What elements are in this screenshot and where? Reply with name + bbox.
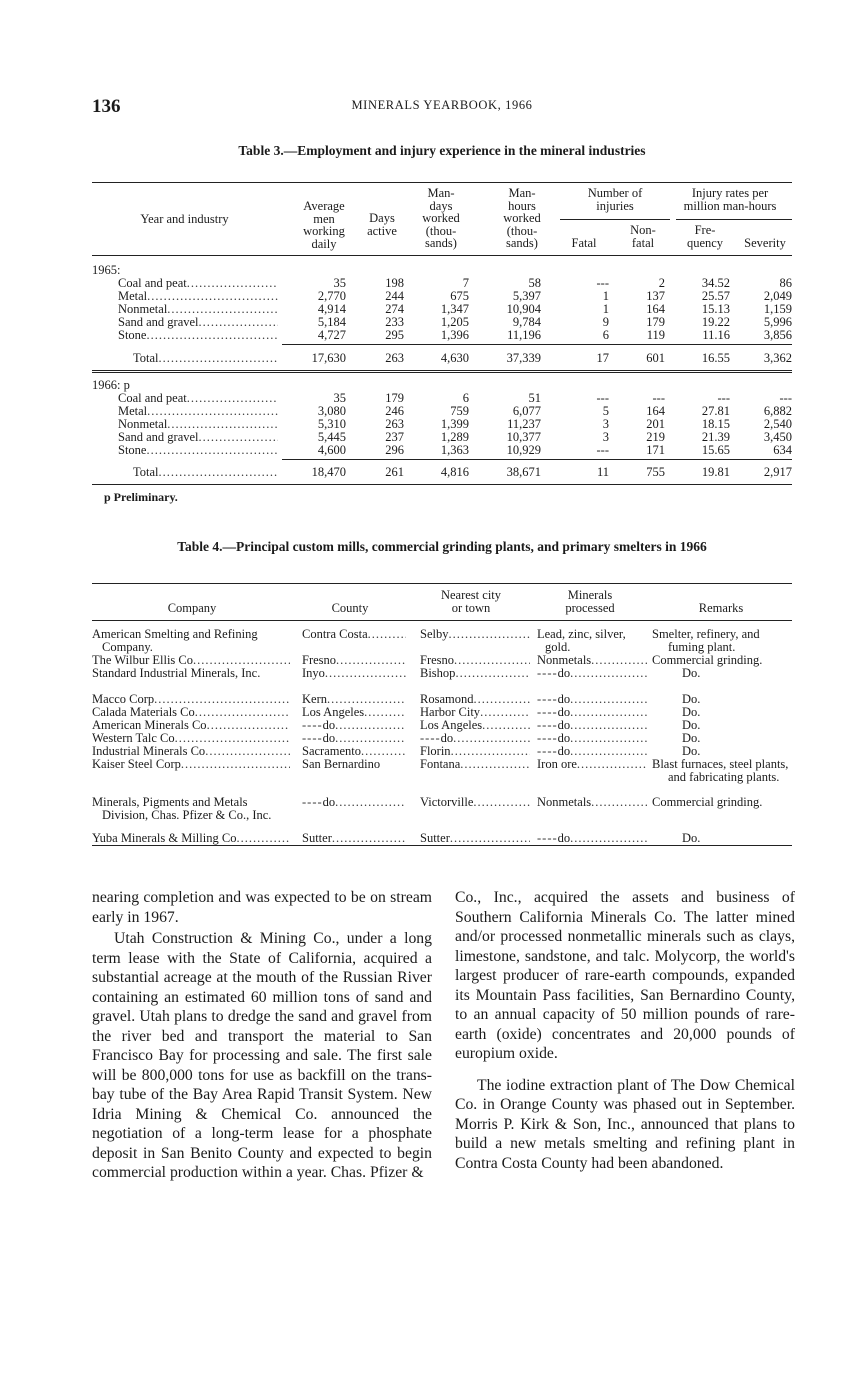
section-year: 1966: p bbox=[92, 378, 130, 392]
table-cell: 601 bbox=[646, 351, 665, 365]
table-cell: 675 bbox=[450, 289, 469, 303]
table-cell: 2,917 bbox=[763, 465, 792, 479]
remarks-cell: Commercial grinding. bbox=[652, 653, 763, 667]
page-number: 136 bbox=[92, 96, 121, 117]
table-cell: 11,196 bbox=[507, 328, 541, 342]
table-cell: 198 bbox=[385, 276, 404, 290]
row-label: Coal and peat ..... bbox=[118, 277, 278, 290]
county-cell: ----do ..... bbox=[302, 719, 406, 732]
city-cell: Bishop ..... bbox=[420, 667, 530, 680]
table-cell: 4,630 bbox=[440, 351, 469, 365]
minerals-cell: ----do ..... bbox=[537, 667, 647, 680]
table-cell: 164 bbox=[646, 302, 665, 316]
section-divider-rule bbox=[92, 370, 792, 373]
county-cell: Los Angeles ..... bbox=[302, 706, 406, 719]
total-rule bbox=[282, 459, 792, 460]
header-days-active: Days active bbox=[367, 211, 397, 238]
table-cell: 274 bbox=[385, 302, 404, 316]
table-cell: 18.15 bbox=[701, 417, 730, 431]
table-cell: --- bbox=[779, 391, 792, 405]
table-cell: 16.55 bbox=[701, 351, 730, 365]
table-cell: 5,445 bbox=[317, 430, 346, 444]
table-cell: 296 bbox=[385, 443, 404, 457]
table-cell: 263 bbox=[385, 417, 404, 431]
city-cell: Fresno ..... bbox=[420, 654, 530, 667]
table-cell: 2,770 bbox=[317, 289, 346, 303]
table-cell: 1,159 bbox=[763, 302, 792, 316]
company-cell: Macco Corp ..... bbox=[92, 693, 290, 706]
paragraph: The iodine extraction plant of The Dow Chemical Co. in Orange County was phased out in September. Morris P. Kirk & Son, Inc., announced that plans to build a new metals smelting and refining plant in Contra Costa County had been abandoned. bbox=[455, 1076, 795, 1172]
injuries-group-rule bbox=[560, 219, 670, 220]
injury-rates-group-rule bbox=[676, 219, 792, 220]
header-fatal: Fatal bbox=[571, 236, 597, 250]
header-company: Company bbox=[167, 601, 217, 615]
minerals-cell: ----do ..... bbox=[537, 732, 647, 745]
county-cell: Contra Costa ..... bbox=[302, 628, 406, 641]
total-rule bbox=[282, 344, 792, 345]
table-cell: 6,077 bbox=[512, 404, 541, 418]
city-cell: Harbor City ..... bbox=[420, 706, 530, 719]
table-cell: --- bbox=[652, 391, 665, 405]
table-cell: 201 bbox=[646, 417, 665, 431]
city-cell: Florin ..... bbox=[420, 745, 530, 758]
table-cell: 19.81 bbox=[701, 465, 730, 479]
table-cell: 58 bbox=[528, 276, 541, 290]
table-cell: 11.16 bbox=[702, 328, 730, 342]
table-cell: 15.13 bbox=[701, 302, 730, 316]
header-average-men: Average men working daily bbox=[303, 199, 345, 251]
table-cell: 38,671 bbox=[506, 465, 541, 479]
table-cell: 171 bbox=[646, 443, 665, 457]
header-number-of-injuries: Number of injuries bbox=[587, 186, 643, 213]
table-cell: --- bbox=[717, 391, 730, 405]
table-cell: 17 bbox=[596, 351, 609, 365]
company-cell: American Minerals Co ..... bbox=[92, 719, 290, 732]
table-cell: 10,377 bbox=[506, 430, 541, 444]
row-label: Nonmetal ..... bbox=[118, 418, 278, 431]
minerals-cell: Lead, zinc, silver, gold. bbox=[537, 627, 626, 654]
company-cell: The Wilbur Ellis Co ..... bbox=[92, 654, 290, 667]
table-cell: 34.52 bbox=[701, 276, 730, 290]
header-man-hours: Man- hours worked (thou- sands) bbox=[503, 186, 541, 250]
table-cell: 7 bbox=[462, 276, 469, 290]
table-cell: 5,184 bbox=[317, 315, 346, 329]
table-cell: 164 bbox=[646, 404, 665, 418]
company-cell: Western Talc Co ..... bbox=[92, 732, 290, 745]
company-cell: Calada Materials Co ..... bbox=[92, 706, 290, 719]
table-cell: 19.22 bbox=[701, 315, 730, 329]
table-cell: 1,347 bbox=[440, 302, 469, 316]
minerals-cell: Nonmetals ..... bbox=[537, 796, 647, 809]
table-cell: 3,450 bbox=[763, 430, 792, 444]
table-cell: 1,205 bbox=[440, 315, 469, 329]
table-cell: 755 bbox=[646, 465, 665, 479]
table-cell: 3,080 bbox=[317, 404, 346, 418]
table-cell: 4,816 bbox=[440, 465, 469, 479]
paragraph: Co., Inc., acquired the assets and business of Southern California Minerals Co. The latter mined and/or processed nonmetallic minerals such as clays, limestone, sandstone, and talc. Molycorp, the world's largest producer of rare-earth compounds, expanded its Mountain Pass facilities, San Bernardino County, to an annual capacity of 50 million pounds of rare-earth (oxide) concentrates and 20,000 pounds of europium oxide. bbox=[455, 889, 795, 1062]
remarks-cell: Do. bbox=[682, 705, 701, 719]
header-year-industry: Year and industry bbox=[140, 212, 229, 226]
county-cell: ----do ..... bbox=[302, 732, 406, 745]
minerals-cell: Iron ore ..... bbox=[537, 758, 647, 771]
table-4-title: Table 4.—Principal custom mills, commercial grinding plants, and primary smelters in 1966 bbox=[177, 539, 707, 554]
table-cell: 1,289 bbox=[440, 430, 469, 444]
table-cell: 3,362 bbox=[763, 351, 792, 365]
footnote: p Preliminary. bbox=[104, 490, 178, 504]
table-cell: 3 bbox=[602, 417, 609, 431]
remarks-cell: Do. bbox=[682, 744, 701, 758]
table-cell: 4,600 bbox=[317, 443, 346, 457]
remarks-cell: Commercial grinding. bbox=[652, 795, 763, 809]
city-cell: Los Angeles ..... bbox=[420, 719, 530, 732]
table-cell: 11,237 bbox=[507, 417, 541, 431]
table-cell: 137 bbox=[646, 289, 665, 303]
table-cell: 2,540 bbox=[763, 417, 792, 431]
table-cell: 119 bbox=[646, 328, 665, 342]
county-cell: Fresno ..... bbox=[302, 654, 406, 667]
table-cell: 9 bbox=[602, 315, 609, 329]
row-label: Metal ..... bbox=[118, 405, 278, 418]
table-cell: 25.57 bbox=[701, 289, 730, 303]
table-cell: 295 bbox=[385, 328, 404, 342]
header-frequency: Fre- quency bbox=[686, 223, 724, 250]
minerals-cell: ----do ..... bbox=[537, 832, 647, 845]
county-cell: Sacramento ..... bbox=[302, 745, 406, 758]
city-cell: Fontana ..... bbox=[420, 758, 530, 771]
remarks-cell: Do. bbox=[682, 718, 701, 732]
header-minerals-processed: Minerals processed bbox=[565, 588, 615, 615]
minerals-cell: ----do ..... bbox=[537, 719, 647, 732]
table-4-header-rule bbox=[92, 620, 792, 621]
table-cell: 5,310 bbox=[317, 417, 346, 431]
minerals-cell: ----do ..... bbox=[537, 693, 647, 706]
header-remarks: Remarks bbox=[698, 601, 744, 615]
table-cell: 634 bbox=[773, 443, 792, 457]
table-cell: 244 bbox=[385, 289, 404, 303]
table-cell: 4,727 bbox=[317, 328, 346, 342]
table-cell: 219 bbox=[646, 430, 665, 444]
table-cell: 21.39 bbox=[701, 430, 730, 444]
county-cell: Sutter ..... bbox=[302, 832, 406, 845]
total-label: Total ..... bbox=[133, 352, 278, 365]
remarks-cell: Do. bbox=[682, 692, 701, 706]
table-cell: 6 bbox=[602, 328, 609, 342]
table-cell: 5,397 bbox=[512, 289, 541, 303]
remarks-cell: Do. bbox=[682, 731, 701, 745]
table-cell: 4,914 bbox=[317, 302, 346, 316]
table-cell: 27.81 bbox=[701, 404, 730, 418]
header-county: County bbox=[331, 601, 369, 615]
table-cell: 1 bbox=[602, 302, 609, 316]
table-cell: 18,470 bbox=[311, 465, 346, 479]
table-cell: 3,856 bbox=[763, 328, 792, 342]
row-label: Sand and gravel ..... bbox=[118, 316, 278, 329]
row-label: Metal ..... bbox=[118, 290, 278, 303]
table-cell: 1,396 bbox=[440, 328, 469, 342]
text-column-right bbox=[455, 888, 795, 1173]
page-header bbox=[92, 96, 792, 120]
table-cell: 179 bbox=[646, 315, 665, 329]
table-3-title: Table 3.—Employment and injury experience in the mineral industries bbox=[238, 143, 646, 158]
table-cell: 2,049 bbox=[763, 289, 792, 303]
county-cell: Inyo ..... bbox=[302, 667, 406, 680]
city-cell: Victorville ..... bbox=[420, 796, 530, 809]
row-label: Coal and peat ..... bbox=[118, 392, 278, 405]
row-label: Stone ..... bbox=[118, 329, 278, 342]
minerals-cell: ----do ..... bbox=[537, 745, 647, 758]
row-label: Stone ..... bbox=[118, 444, 278, 457]
city-cell: Selby ..... bbox=[420, 628, 530, 641]
table-cell: 17,630 bbox=[311, 351, 346, 365]
header-man-days: Man- days worked (thou- sands) bbox=[422, 186, 460, 250]
table-cell: 5 bbox=[602, 404, 609, 418]
table-cell: 10,904 bbox=[506, 302, 541, 316]
header-nearest-city: Nearest city or town bbox=[440, 588, 502, 615]
table-cell: 10,929 bbox=[506, 443, 541, 457]
city-cell: Rosamond ..... bbox=[420, 693, 530, 706]
table-cell: 3 bbox=[602, 430, 609, 444]
table-3-header-rule bbox=[92, 255, 792, 256]
minerals-cell: ----do ..... bbox=[537, 706, 647, 719]
table-cell: 179 bbox=[385, 391, 404, 405]
table-cell: 35 bbox=[333, 276, 346, 290]
minerals-cell: Nonmetals ..... bbox=[537, 654, 647, 667]
table-cell: 15.65 bbox=[701, 443, 730, 457]
city-cell: ----do ..... bbox=[420, 732, 530, 745]
table-cell: 246 bbox=[385, 404, 404, 418]
total-label: Total ..... bbox=[133, 466, 278, 479]
header-nonfatal: Non- fatal bbox=[630, 223, 656, 250]
company-cell: American Smelting and Refining Company. bbox=[92, 627, 258, 654]
company-cell: Yuba Minerals & Milling Co ..... bbox=[92, 832, 290, 845]
remarks-cell: Do. bbox=[682, 666, 701, 680]
table-cell: 1 bbox=[602, 289, 609, 303]
table-4-top-rule bbox=[92, 583, 792, 584]
paragraph: Utah Construction & Mining Co., under a long term lease with the State of California, acquired a substantial acreage at the mouth of the Russian River containing an estimated 60 million tons of sand and gravel. Utah plans to dredge the sand and gravel from the river bed and transport the material to San Francisco Bay for processing and sale. The first sale will be 800,000 tons for use as backfill on the trans-bay tube of the Bay Area Rapid Transit System. New Idria Mining & Chemical Co. announced the negotiation of a long-term lease for a phosphate deposit in San Benito County and expected to begin commercial production within a year. Chas. Pfizer & bbox=[92, 930, 432, 1181]
text-column-left bbox=[92, 888, 432, 1183]
table-cell: 6,882 bbox=[763, 404, 792, 418]
table-cell: --- bbox=[596, 276, 609, 290]
table-cell: 759 bbox=[450, 404, 469, 418]
company-cell: Industrial Minerals Co ..... bbox=[92, 745, 290, 758]
county-cell: ----do ..... bbox=[302, 796, 406, 809]
header-severity: Severity bbox=[744, 236, 786, 250]
table-cell: --- bbox=[596, 391, 609, 405]
remarks-cell: Do. bbox=[682, 831, 701, 845]
table-3-top-rule bbox=[92, 182, 792, 183]
table-cell: 37,339 bbox=[506, 351, 541, 365]
table-3-bottom-rule bbox=[92, 484, 792, 485]
table-4-bottom-rule bbox=[92, 845, 792, 846]
running-title: MINERALS YEARBOOK, 1966 bbox=[351, 98, 533, 112]
table-cell: 261 bbox=[385, 465, 404, 479]
company-cell: Minerals, Pigments and Metals Division, Chas. Pfizer & Co., Inc. bbox=[92, 795, 272, 822]
table-cell: 263 bbox=[385, 351, 404, 365]
county-cell: Kern ..... bbox=[302, 693, 406, 706]
table-cell: 11 bbox=[596, 465, 609, 479]
company-cell: Kaiser Steel Corp ..... bbox=[92, 758, 290, 771]
table-cell: 51 bbox=[528, 391, 541, 405]
section-year: 1965: bbox=[92, 263, 121, 277]
paragraph: nearing completion and was expected to be on stream early in 1967. bbox=[92, 889, 432, 926]
header-injury-rates: Injury rates per million man-hours bbox=[683, 186, 777, 213]
table-cell: --- bbox=[596, 443, 609, 457]
table-cell: 5,996 bbox=[763, 315, 792, 329]
table-cell: 35 bbox=[333, 391, 346, 405]
table-cell: 86 bbox=[779, 276, 792, 290]
table-cell: 6 bbox=[462, 391, 469, 405]
table-cell: 233 bbox=[385, 315, 404, 329]
county-cell: San Bernardino bbox=[302, 757, 381, 771]
remarks-cell: Blast furnaces, steel plants, and fabricating plants. bbox=[652, 757, 789, 784]
table-cell: 1,399 bbox=[440, 417, 469, 431]
company-cell: Standard Industrial Minerals, Inc. bbox=[92, 666, 261, 680]
table-cell: 237 bbox=[385, 430, 404, 444]
remarks-cell: Smelter, refinery, and fuming plant. bbox=[652, 627, 760, 654]
table-cell: 9,784 bbox=[512, 315, 541, 329]
table-cell: 2 bbox=[658, 276, 665, 290]
city-cell: Sutter ..... bbox=[420, 832, 530, 845]
row-label: Nonmetal ..... bbox=[118, 303, 278, 316]
row-label: Sand and gravel ..... bbox=[118, 431, 278, 444]
table-cell: 1,363 bbox=[440, 443, 469, 457]
